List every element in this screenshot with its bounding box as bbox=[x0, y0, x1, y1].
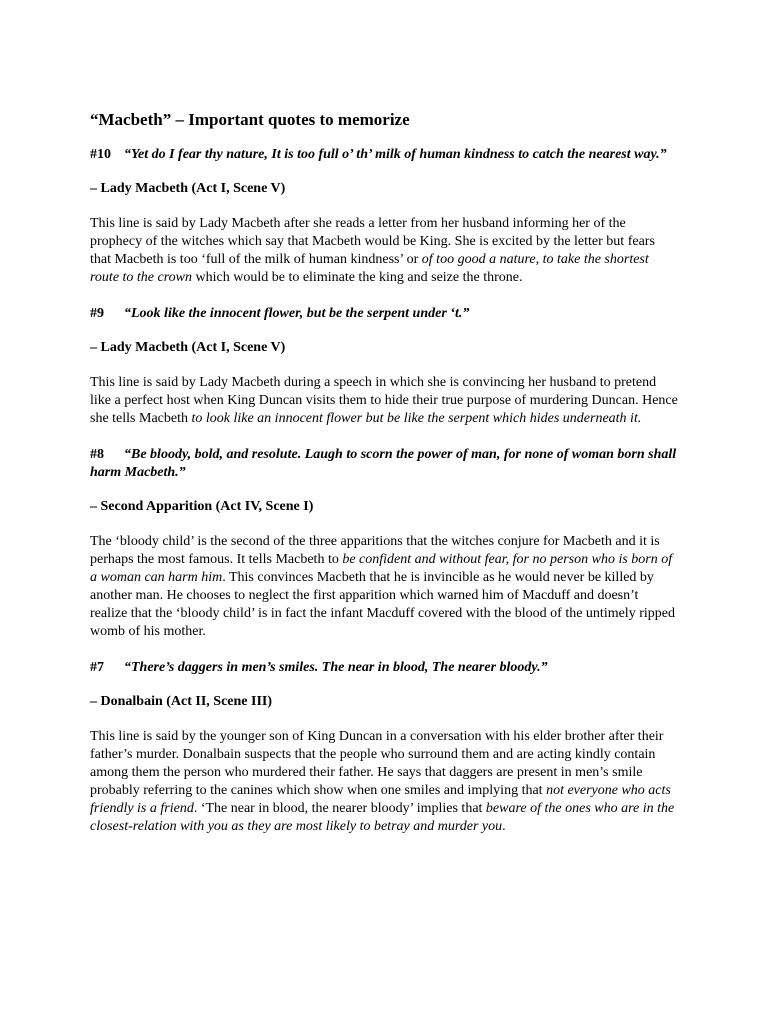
quote-block bbox=[90, 446, 678, 641]
quote-block bbox=[90, 146, 678, 287]
quote-block bbox=[90, 305, 678, 428]
explanation-emphasis: to look like an innocent flower but be like the serpent which hides underneath it. bbox=[191, 411, 642, 426]
explanation-emphasis: not everyone who acts friendly is a friend bbox=[90, 783, 671, 816]
explanation-emphasis: beware of the ones who are in the closest-relation with you as they are most likely to betray and murder you bbox=[90, 801, 675, 834]
quote-text: “Be bloody, bold, and resolute. Laugh to scorn the power of man, for none of woman born shall harm Macbeth.” bbox=[90, 447, 677, 480]
quote-number: #8 bbox=[90, 447, 104, 462]
document-title: “Macbeth” – Important quotes to memorize bbox=[90, 110, 410, 129]
explanation-text: This line is said by Lady Macbeth during a speech in which she is convincing her husband to pretend like a perfect host when King Duncan visits them to hide their true purpose of murdering Duncan. Hence she tells Macbeth bbox=[90, 375, 678, 426]
quote-explanation bbox=[90, 533, 678, 641]
explanation-text: The ‘bloody child’ is the second of the three apparitions that the witches conjure for Macbeth and it is perhaps the most famous. It tells Macbeth to bbox=[90, 534, 660, 567]
quote-speaker: – Donalbain (Act II, Scene III) bbox=[90, 694, 273, 709]
quote-text: “There’s daggers in men’s smiles. The near in blood, The nearer bloody.” bbox=[124, 660, 548, 675]
explanation-text: This line is said by Lady Macbeth after she reads a letter from her husband informing her of the prophecy of the witches which say that Macbeth would be King. She is excited by the letter but fears that Macbeth is too ‘full of the milk of human kindness’ or bbox=[90, 216, 655, 267]
quote-speaker: – Lady Macbeth (Act I, Scene V) bbox=[90, 340, 286, 355]
quote-number: #9 bbox=[90, 306, 104, 321]
quote-text: “Yet do I fear thy nature, It is too full o’ th’ milk of human kindness to catch the nearest way.” bbox=[124, 147, 667, 162]
quote-explanation bbox=[90, 728, 678, 836]
explanation-text: . bbox=[502, 819, 506, 834]
quote-speaker: – Lady Macbeth (Act I, Scene V) bbox=[90, 181, 286, 196]
quote-explanation bbox=[90, 374, 678, 428]
quote-block bbox=[90, 659, 678, 836]
quote-number: #7 bbox=[90, 660, 104, 675]
explanation-emphasis: of too good a nature, to take the shortest route to the crown bbox=[90, 252, 649, 285]
document-page bbox=[90, 108, 678, 854]
quote-heading bbox=[90, 146, 678, 164]
quote-number: #10 bbox=[90, 147, 111, 162]
quote-text: “Look like the innocent flower, but be the serpent under ‘t.” bbox=[124, 306, 470, 321]
explanation-text: This line is said by the younger son of King Duncan in a conversation with his elder brother after their father’s murder. Donalbain suspects that the people who surround them and are acting kindly contain among them the person who murdered their father. He says that daggers are present in men’s smile probably referring to the canines which show when one smiles and implying that bbox=[90, 729, 664, 798]
explanation-text: . ‘The near in blood, the nearer bloody’ implies that bbox=[193, 801, 486, 816]
explanation-text: . This convinces Macbeth that he is invincible as he would never be killed by another man. He chooses to neglect the first apparition which warned him of Macduff and doesn’t realize that the ‘bloody child’ is in fact the infant Macduff covered with the blood of the untimely ripped womb of his mother. bbox=[90, 570, 675, 639]
explanation-emphasis: be confident and without fear, for no person who is born of a woman can harm him bbox=[90, 552, 673, 585]
quote-heading bbox=[90, 446, 678, 482]
quote-explanation bbox=[90, 215, 678, 287]
explanation-text: which would be to eliminate the king and seize the throne. bbox=[192, 270, 523, 285]
quote-heading bbox=[90, 659, 678, 677]
quote-heading bbox=[90, 305, 678, 323]
quote-speaker: – Second Apparition (Act IV, Scene I) bbox=[90, 499, 314, 514]
